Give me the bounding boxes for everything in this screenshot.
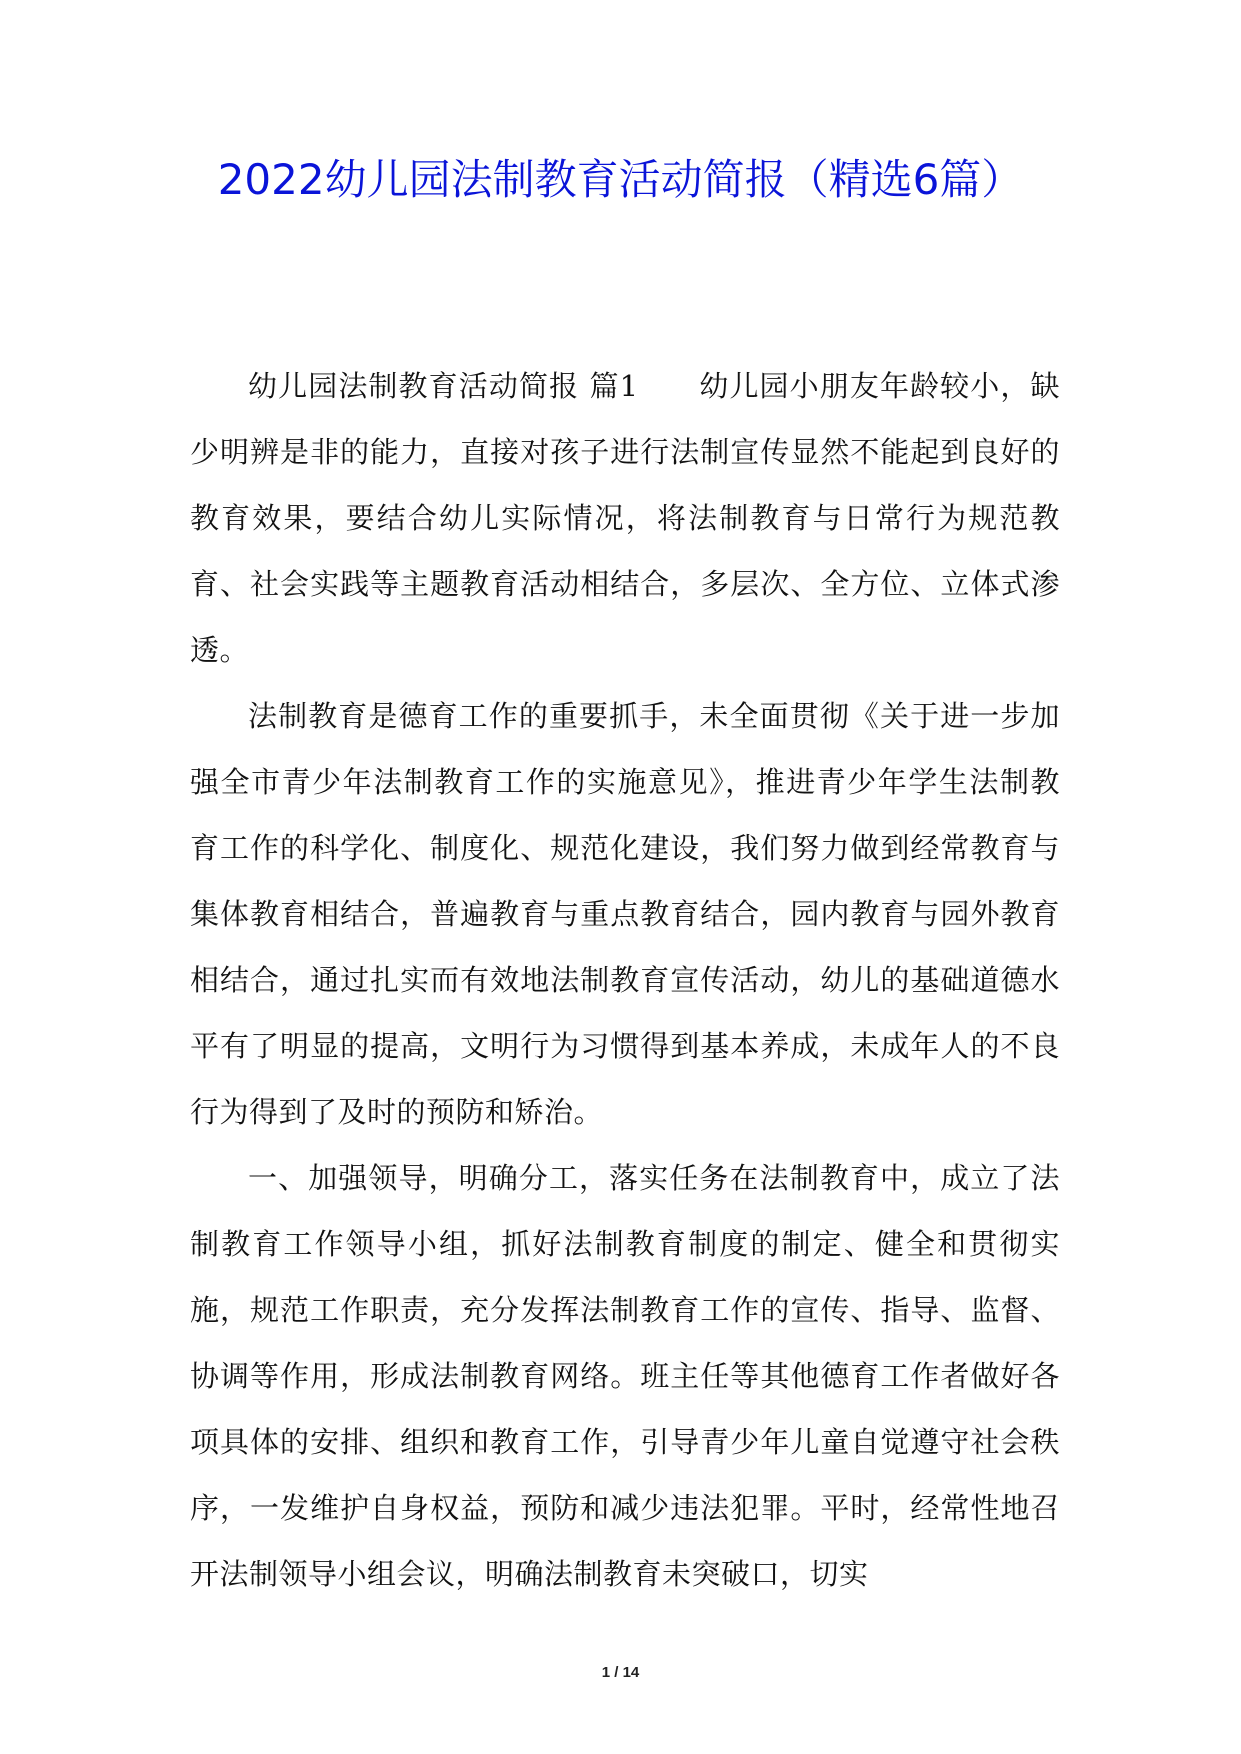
document-body (190, 353, 1060, 1607)
page-number: 1 / 14 (601, 1664, 640, 1681)
paragraph-2: 法制教育是德育工作的重要抓手，未全面贯彻《关于进一步加强全市青少年法制教育工作的实施意见》，推进青少年学生法制教育工作的科学化、制度化、规范化建设，我们努力做到经常教育与集体教育相结合，普遍教育与重点教育结合，园内教育与园外教育相结合，通过扎实而有效地法制教育宣传活动，幼儿的基础道德水平有了明显的提高，文明行为习惯得到基本养成，未成年人的不良行为得到了及时的预防和矫治。 (190, 699, 1060, 1129)
paragraph-1: 幼儿园法制教育活动简报 篇1 幼儿园小朋友年龄较小，缺少明辨是非的能力，直接对孩子进行法制宣传显然不能起到良好的教育效果，要结合幼儿实际情况，将法制教育与日常行为规范教育、社会实践等主题教育活动相结合，多层次、全方位、立体式渗透。 (190, 369, 1060, 667)
paragraph-3: 一、加强领导，明确分工，落实任务在法制教育中，成立了法制教育工作领导小组，抓好法制教育制度的制定、健全和贯彻实施，规范工作职责，充分发挥法制教育工作的宣传、指导、监督、协调等作用，形成法制教育网络。班主任等其他德育工作者做好各项具体的安排、组织和教育工作，引导青少年儿童自觉遵守社会秩序，一发维护自身权益，预防和减少违法犯罪。平时，经常性地召开法制领导小组会议，明确法制教育未突破口，切实 (190, 1161, 1060, 1591)
document-title: 2022幼儿园法制教育活动简报（精选6篇） (217, 155, 1024, 204)
